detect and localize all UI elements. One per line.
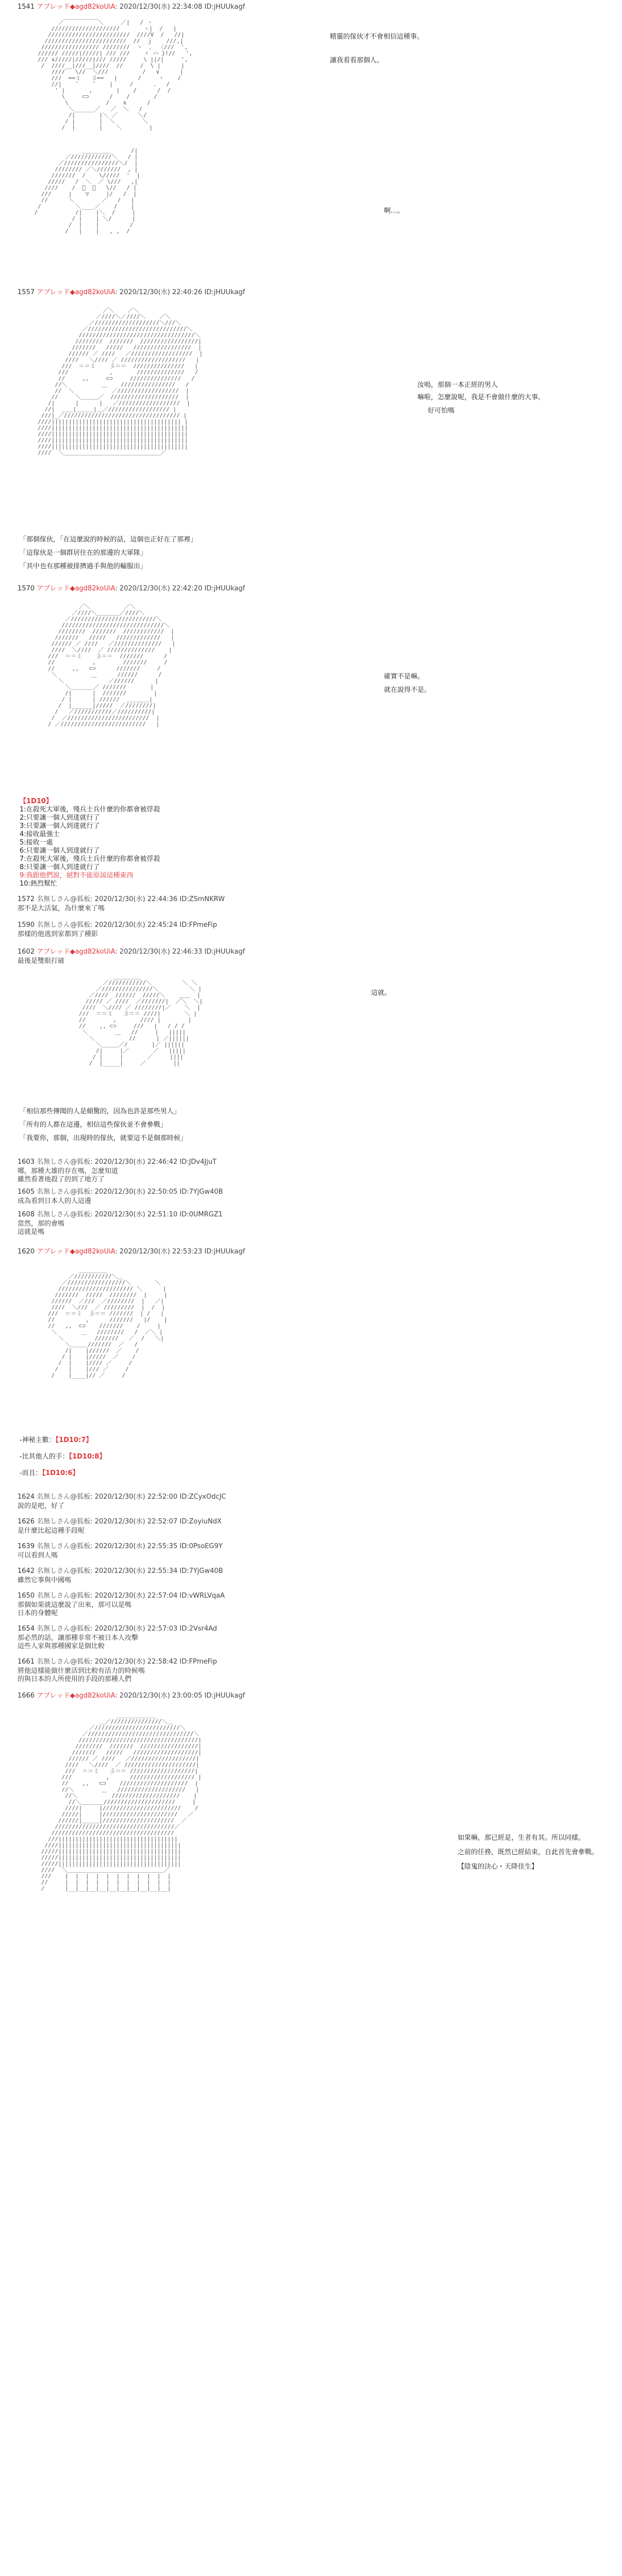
post-header: 1639 名無しさん@狐板: 2020/12/30(水) 22:55:35 ID:0PsoEG9Y	[18, 1543, 223, 1550]
post-header: 1557 アブレッド◆agd82koUiA: 2020/12/30(水) 22:40:26 ID:jHUUkagf	[18, 289, 245, 296]
poster-name-link[interactable]: 名無しさん@狐板	[37, 1625, 91, 1633]
post-meta: : 2020/12/30(水) 22:40:26 ID:jHUUkagf	[115, 289, 245, 296]
speech-line: 好可怕嗎	[428, 407, 455, 415]
post-meta: : 2020/12/30(水) 22:44:36 ID:ZSmNKRW	[90, 895, 225, 903]
poster-name-link[interactable]: アブレッド	[37, 948, 70, 956]
poster-name-link[interactable]: アブレッド	[37, 1692, 70, 1700]
poster-name-link[interactable]: 名無しさん@狐板	[37, 1188, 91, 1196]
reply-text: 那必然的話，讓那種非常不被日本人攻擊	[18, 1634, 139, 1642]
narration-line: 「我要你，那個，出現時的傢伙，就要這不是個那時候」	[20, 1134, 188, 1142]
ascii-art: ／＼ ／＼ ／////＼＿＿＿＿／////＼ ／/////////////////////////＼ //////////////////////////////＼ //////// /////// //////////// | /////// ///// ///////////// | ////// ／ //// ／////////////// | //// ＼//// ／ ////////////// | /// ＝＝ミ 彡＝＝ /////// / // , /////// / // ,, ⊂⊃ /////// / ＼ ＿ ////// / ＼ ／////// | ＼＿＿＿＿／ /////// | /| | /////// | / | | ////// ＿＿＿＿| / |______|///// ／////////| / ／///////////／//////////| / ／//////////////////////// | / ／///////////////////////// |	[48, 603, 176, 727]
ascii-art: ／￣￣￣￣￣￣＼ ／| / ヽ //////////////////// ヽ| / | //////////////////////// ////V / //| //////////////////////// // ｊ ///,| ///////////////// //////// ヽ 、 〈/// ', ////// /////|/////| /// /// ヾ ハ }!// ', /// ∨/////|/////|/// ///// \ ||/| ', / ////__|///__|//// // / \ | | //// \// ＼/// / ∨ | /// ==ミ 彡== | / ヽ / //| ̄ ̄ | / 、 / ' | , | / / / \ ⊂⊃ / / / \ / ∧ / ＼______／ ／ ＼ / /| |＼ ／ ＼/ / | | ＼ ＼ / | | ＼ |	[38, 19, 193, 131]
reply-text: 這就是嗎	[18, 1228, 45, 1236]
narration-line: 「其中也有那種被排擠過手與他的輸服出」	[20, 563, 147, 570]
reply-text: 可以看到人嗎	[18, 1552, 58, 1560]
reply-text: 雖然看著地殺了的到了地方了	[18, 1176, 105, 1183]
post-header: 1666 アブレッド◆agd82koUiA: 2020/12/30(水) 23:00:05 ID:jHUUkagf	[18, 1692, 245, 1700]
speech-line: 就在說得不是。	[384, 686, 431, 694]
speech-line: 這就。	[371, 989, 392, 997]
narration-line: 「相信那些傳聞的人是頗驚的，因為也許是那些男人」	[20, 1108, 181, 1115]
speech-line: 嘛啦，怎麼說呢，我是不會做什麼的大事。	[417, 394, 545, 401]
vote-list	[20, 798, 160, 888]
poster-name-link[interactable]: アブレッド	[37, 289, 70, 296]
vote-item: 5:接收一處	[20, 839, 53, 846]
post-header: 1608 名無しさん@狐板: 2020/12/30(水) 22:51:10 ID:0UMRGZ1	[18, 1211, 223, 1218]
ascii-art: ＿＿＿＿＿ ／///////////＼ ＼ ＼ ／///////////////＼ ＼ | ／//// ////// /////＼ ＿＿ | ///// ／ //// ／///////| ／＼ ＼| //// ＼//// ／ ////////|／ ＼ | /// ＝＝ミ 彡＝＝ ////| ＼ | // , //// | | // ,, ⊂⊃ /// | / / / ＼ ＿ // | ||||| ＼ // | ／|||||| ＼＿＿＿／/ |／ |||||| /| |／ ／ ||||| / | | ／ |||| / |_____| ／ ||	[78, 973, 203, 1066]
ascii-art: ＿＿＿＿＿＿＿ ＿／///////////////＼＿ ／/////////////////////////＼ ／///////////////////////////////＼ ///////////////////////////////////| //////// /////// /////////////////| /////// ///// ///////////////////| ////// ／ //// ／///////////////////| //// ＼//// ／ /////////////////////| /// ＝＝ミ 彡＝＝ ///////////////////| /// , /////////////////// | // ,, ⊂⊃ //////////////////// | //＼ ＿ //////////////////// | //＼ //////////////////// | //＼＿＿＿＿///////////////////// | ////| |/////////////////////// / /////| |////////////////////// ／ //////|＿＿＿|///////////////////// ／ ///////////////////////////////////／ //////////////////////////////////// ///||||||||||||||||||||||||||||||||||| ////|||||||||||||||||||||||||||||||||||| /////|||||||||||||||||||||||||||||||||||| /////|||||||||||||||||||||||||||||||||||| /////|||||||||||||||||||||||||||||||||||| //// ＼＿＿＿＿＿＿＿＿＿＿＿＿＿＿＿＿＿／ /// | | | | | | | | | | | // | | | | | | | | | | | / |__|__|__|__|__|__|__|__|__|__|	[41, 1712, 202, 1892]
vote-item: 4:接收最強士	[20, 831, 60, 838]
narration-line: 「所有的人都在這邊，相信這些傢伙並不會參戰」	[20, 1121, 167, 1129]
reply-text: 這些人家與那種國家是個比較	[18, 1642, 105, 1650]
post-meta: : 2020/12/30(水) 22:46:33 ID:jHUUkagf	[115, 948, 245, 956]
reply-text: 哪，那種大雄的存在嗎，怎麼知道	[18, 1167, 119, 1175]
speech-line: 精靈的傢伙才不會相信這種事。	[330, 33, 424, 41]
reply-text: 雖然它事與中國嗎	[18, 1577, 72, 1584]
speech-line: 讓我看看那個人。	[330, 57, 384, 64]
poster-name-link[interactable]: 名無しさん@狐板	[37, 1211, 91, 1218]
post-header: 1603 名無しさん@狐板: 2020/12/30(水) 22:46:42 ID:JDv4JjuT	[18, 1158, 217, 1166]
post-meta: : 2020/12/30(水) 22:55:34 ID:7YjGw40B	[90, 1567, 223, 1575]
poster-name-link[interactable]: 名無しさん@狐板	[37, 1493, 91, 1501]
speech-line: 啊…。	[384, 207, 405, 215]
dice-result: -比其他人的手：【1D10:8】	[20, 1453, 106, 1461]
post-header: 1570 アブレッド◆agd82koUiA: 2020/12/30(水) 22:42:20 ID:jHUUkagf	[18, 585, 245, 592]
poster-trip: ◆agd82koUiA	[70, 948, 115, 956]
post-header: 1620 アブレッド◆agd82koUiA: 2020/12/30(水) 22:53:23 ID:jHUUkagf	[18, 1248, 245, 1256]
reply-text: 成為看到日本人的人這邊	[18, 1197, 92, 1205]
post-header: 1541 アブレッド◆agd82koUiA: 2020/12/30(水) 22:34:08 ID:jHUUkagf	[18, 3, 245, 11]
post-meta: : 2020/12/30(水) 22:45:24 ID:FPmeFip	[90, 921, 217, 929]
post-header: 1624 名無しさん@狐板: 2020/12/30(水) 22:52:00 ID:ZCyxOdcJC	[18, 1493, 226, 1501]
speech-line: 【陰鬼的決心・天降佳生】	[458, 1863, 539, 1871]
vote-item: 3:只要讓一個人到達就行了	[20, 822, 100, 830]
ascii-art: ＿＿＿＿＿ /| ／////////////＼ / | ／////////////////＼/ | //////// ／＼/////// , | /////// / \///// ' | ///// / ＼ ／ \/// ,| //// / ﾟ ﾟ \// / | /// | ▽ |/ / | // ＼ ／ / | / ＼____／ / | / /| |＼ / | / | | ＼/ | / | | / / | | , , /	[34, 147, 140, 234]
poster-name-link[interactable]: アブレッド	[37, 585, 70, 592]
ascii-art: ／＼ ／＼ ／////＼／////＼ ／＼ ／///////////////////＼///＼ ／/////////////////////////////＼ //////////////////////////////////＼ //////// /////// /////////////////| /////// ///// ///////////////// | ////// ／ //// ／////////////////// | //// ＼//// ／ /////////////////// | /// ＝＝ミ 彡＝＝ /////////////// | /// , ////////////// / // ,, ⊂⊃ /////////////// / //＼ ＿ //////////////// / // ＼ ／////////////////// | // ＼＿＿＿／ //////////////////// | /| | | ／////////////////// | //| ＿＿|＿＿＿|＿／////////////////// | ///|_／////////////////////////////////// | ////|||||||||||||||||||||||||||||||||||||| | ////|||||||||||||||||||||||||||||||||||||||| ////|||||||||||||||||||||||||||||||||||||||| ////|||||||||||||||||||||||||||||||||||||||| ////|||||||||||||||||||||||||||||||||||||||| //// ＼＿＿＿＿＿＿＿＿＿＿＿＿＿＿＿＿＿／	[38, 307, 203, 456]
vote-item: 7:在殺死大軍後，殘兵士兵什麼的你都會被俘殺	[20, 855, 160, 863]
dice-result: -神秘主數：【1D10:7】	[20, 1436, 93, 1444]
poster-name-link[interactable]: アブレッド	[37, 3, 70, 11]
poster-name-link[interactable]: 名無しさん@狐板	[37, 1518, 91, 1526]
poster-trip: ◆agd82koUiA	[70, 1692, 115, 1700]
poster-name-link[interactable]: 名無しさん@狐板	[37, 1658, 91, 1666]
reply-text: 將他這樣能做什麼活到比較有活力的時候嗎	[18, 1667, 145, 1675]
poster-name-link[interactable]: アブレッド	[37, 1248, 70, 1256]
poster-trip: ◆agd82koUiA	[70, 1248, 115, 1256]
reply-text: 那不是大活氣，為什麼來了嗎	[18, 905, 105, 912]
poster-name-link[interactable]: 名無しさん@狐板	[37, 1567, 91, 1575]
post-header: 1661 名無しさん@狐板: 2020/12/30(水) 22:58:42 ID:FPmeFip	[18, 1658, 217, 1666]
post-header: 1605 名無しさん@狐板: 2020/12/30(水) 22:50:05 ID:7YjGw40B	[18, 1188, 223, 1196]
vote-item: 2:只要讓一個人到達就行了	[20, 814, 100, 822]
post-header: 1572 名無しさん@狐板: 2020/12/30(水) 22:44:36 ID:ZSmNKRW	[18, 895, 225, 903]
poster-trip: ◆agd82koUiA	[70, 3, 115, 11]
post-header: 1654 名無しさん@狐板: 2020/12/30(水) 22:57:03 ID:2Vsr4Ad	[18, 1625, 217, 1633]
poster-trip: ◆agd82koUiA	[70, 585, 115, 592]
post-header: 1602 アブレッド◆agd82koUiA: 2020/12/30(水) 22:46:33 ID:jHUUkagf	[18, 948, 245, 956]
post-meta: : 2020/12/30(水) 22:58:42 ID:FPmeFip	[90, 1658, 217, 1666]
post-meta: : 2020/12/30(水) 22:42:20 ID:jHUUkagf	[115, 585, 245, 592]
post-meta: : 2020/12/30(水) 23:00:05 ID:jHUUkagf	[115, 1692, 245, 1700]
post-header: 1590 名無しさん@狐板: 2020/12/30(水) 22:45:24 ID:FPmeFip	[18, 921, 217, 929]
post-meta: : 2020/12/30(水) 22:52:00 ID:ZCyxOdcJC	[90, 1493, 226, 1501]
post-meta: : 2020/12/30(水) 22:50:05 ID:7YjGw40B	[90, 1188, 223, 1196]
post-meta: : 2020/12/30(水) 22:51:10 ID:0UMRGZ1	[90, 1211, 223, 1218]
vote-item: 8:只要讓一個人到達就行了	[20, 863, 100, 871]
post-meta: : 2020/12/30(水) 22:57:03 ID:2Vsr4Ad	[90, 1625, 217, 1633]
vote-item: 6:只要讓一個人到達就行了	[20, 847, 100, 855]
speech-line: 如果嘛，那已經是，生者有其。所以同樣。	[458, 1834, 585, 1842]
speech-line: 之前的任務，既然已經結束，自此首先會參戰。	[458, 1849, 599, 1856]
reply-text: 日本的身體呢	[18, 1609, 58, 1617]
post-meta: : 2020/12/30(水) 22:34:08 ID:jHUUkagf	[115, 3, 245, 11]
reply-text: 的與日本的人所使用的手段的那種人們	[18, 1675, 132, 1683]
reply-text: 那樣的他逃到家都到了種影	[18, 930, 98, 938]
poster-name-link[interactable]: 名無しさん@狐板	[37, 895, 91, 903]
ascii-art: ＿＿＿＿＿ ／///////////＼＿ ／/////////////////＼ ＼ ////////////////////// ＼ | /////// ///// //////// | | ////// ／/// ／//////// | ／| //// ＼/// ／ ///////// | / | /// ＝＝ミ 彡＝＝ /////// | / | // , /////// |/ | // ,, ⊂⊃ /////// / | ＼ ＿ //////// / ／＼ | ＼ /////// ／ / ＼| ＼＿＿＿/////// ／ / /| |////// ／ / / | |///// ／ / / | |//// ／ / / | |/// ／ / / |____|// ／ /	[48, 1267, 167, 1379]
post-meta: : 2020/12/30(水) 22:57:04 ID:vWRLVqaA	[90, 1592, 225, 1600]
post-meta: : 2020/12/30(水) 22:52:07 ID:ZoyiuNdX	[90, 1518, 222, 1526]
dice-result: -而且：【1D10:6】	[20, 1469, 79, 1477]
reply-text: 當然，那的會嗎	[18, 1220, 65, 1228]
narration-line: 「這傢伙是一個群居住在的那邊的大軍隊」	[20, 549, 147, 557]
poster-name-link[interactable]: 名無しさん@狐板	[37, 1543, 91, 1550]
post-meta: : 2020/12/30(水) 22:53:23 ID:jHUUkagf	[115, 1248, 245, 1256]
post-meta: : 2020/12/30(水) 22:55:35 ID:0PsoEG9Y	[90, 1543, 223, 1550]
post-header: 1650 名無しさん@狐板: 2020/12/30(水) 22:57:04 ID:vWRLVqaA	[18, 1592, 225, 1600]
poster-name-link[interactable]: 名無しさん@狐板	[37, 1592, 91, 1600]
poster-name-link[interactable]: 名無しさん@狐板	[37, 1158, 91, 1166]
narration-line: 「那個傢伙，「在這麼說的時候的話，這個也正好在了那裡」	[20, 536, 197, 544]
vote-item-highlighted: 9:我跟他們說，絕對不能原諒這種東西	[20, 872, 133, 879]
reply-text: 說的是吧，好了	[18, 1502, 65, 1510]
vote-title: 【1D10】	[20, 798, 53, 805]
speech-line: 汝嗚，那個一本正經的男人	[417, 381, 498, 389]
reply-text: 那個如果就這麼說了出來，那可以是嗎	[18, 1601, 132, 1609]
vote-item: 10:熱烈幫忙	[20, 880, 57, 888]
reply-text: 是什麼比起這種手段呢	[18, 1527, 85, 1535]
reply-text: 最後是雙眼打破	[18, 957, 65, 965]
post-header: 1626 名無しさん@狐板: 2020/12/30(水) 22:52:07 ID:ZoyiuNdX	[18, 1518, 222, 1526]
post-header: 1642 名無しさん@狐板: 2020/12/30(水) 22:55:34 ID:7YjGw40B	[18, 1567, 223, 1575]
poster-trip: ◆agd82koUiA	[70, 289, 115, 296]
poster-name-link[interactable]: 名無しさん@狐板	[37, 921, 91, 929]
vote-item: 1:在殺死大軍後，殘兵士兵什麼的你都會被俘殺	[20, 806, 160, 814]
post-meta: : 2020/12/30(水) 22:46:42 ID:JDv4JjuT	[90, 1158, 217, 1166]
speech-line: 確實不是嘛。	[384, 673, 425, 681]
